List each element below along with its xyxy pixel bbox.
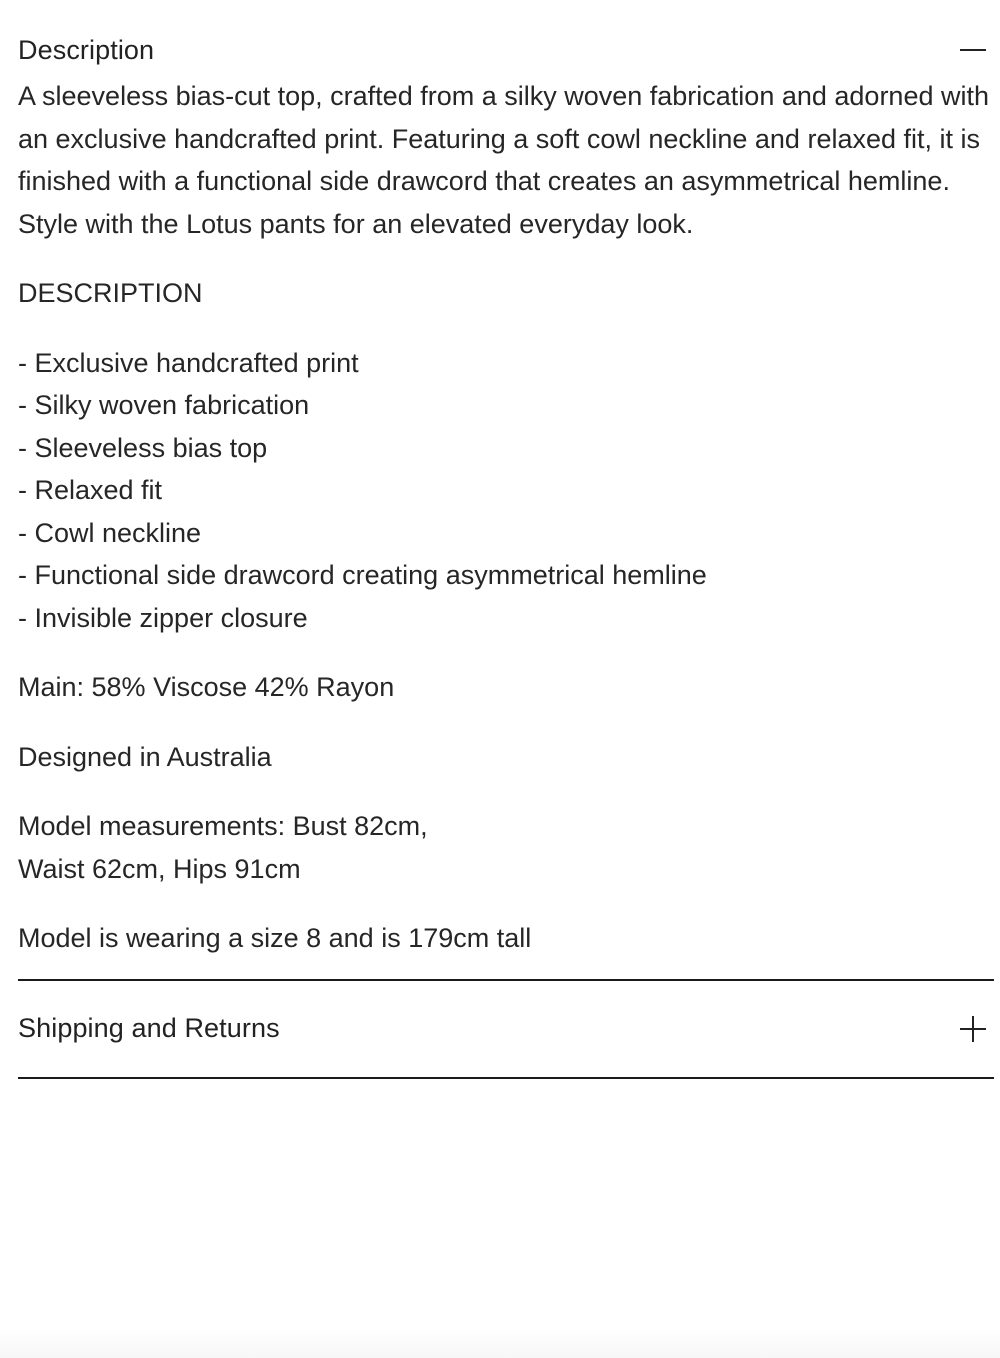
list-item: - Cowl neckline <box>18 517 202 548</box>
model-size-text: Model is wearing a size 8 and is 179cm tall <box>18 923 532 953</box>
section-divider <box>18 1077 994 1079</box>
plus-icon[interactable] <box>958 1014 988 1044</box>
shipping-title: Shipping and Returns <box>18 1013 280 1043</box>
description-subheading: DESCRIPTION <box>18 278 203 308</box>
minus-icon[interactable] <box>958 35 988 65</box>
origin-text: Designed in Australia <box>18 741 272 772</box>
description-accordion-header[interactable] <box>18 25 994 75</box>
list-item: - Invisible zipper closure <box>18 602 308 633</box>
description-title: Description <box>18 34 155 65</box>
composition-text: Main: 58% Viscose 42% Rayon <box>18 672 395 702</box>
list-item: - Sleeveless bias top <box>18 432 268 463</box>
feature-list <box>18 342 994 640</box>
list-item: - Silky woven fabrication <box>18 390 310 420</box>
list-item: - Exclusive handcrafted print <box>18 347 359 378</box>
shipping-accordion-header[interactable] <box>18 981 994 1077</box>
measurements-line-2: Waist 62cm, Hips 91cm <box>18 853 301 884</box>
description-intro: A sleeveless bias-cut top, crafted from a silky woven fabrication and adorned with an exclusive handcrafted print. Featuring a soft cowl neckline and relaxed fit, it is finished with a functional side drawcord that creates an asymmetrical hemline. Style with the Lotus pants for an elevated everyday look. <box>18 81 989 239</box>
measurements-line-1: Model measurements: Bust 82cm, <box>18 811 428 841</box>
list-item: - Functional side drawcord creating asymmetrical hemline <box>18 560 707 590</box>
list-item: - Relaxed fit <box>18 475 163 505</box>
description-panel <box>18 75 994 960</box>
